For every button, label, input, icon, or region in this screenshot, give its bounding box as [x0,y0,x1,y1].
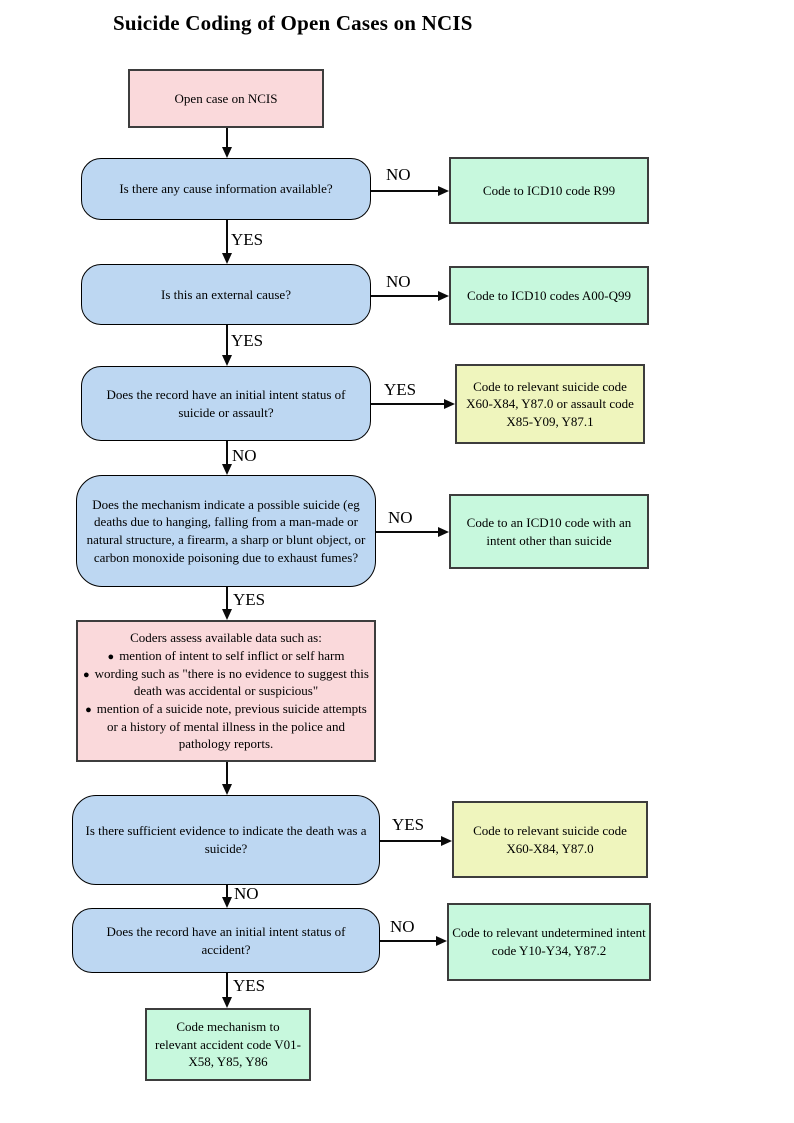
bullet-icon: ● [85,703,92,716]
bullet-icon: ● [83,668,90,681]
edge-label-no: NO [390,917,415,936]
edge-label-yes: YES [233,976,266,995]
node-question-external-cause [81,264,371,325]
coders-heading: Coders assess available data such as: [130,630,322,646]
edge-label-yes: YES [231,331,264,350]
node-start [128,69,324,128]
node-start-label: Open case on NCIS [174,90,278,106]
edge-label-yes: YES [384,380,417,399]
arrow-sufficient-evidence-no [226,885,228,897]
node-result-suicide-assault-code-label: Code to relevant suicide code X60-X84, Y87.0 or assault code X85-Y09, Y87.1 [466,378,634,429]
arrow-external-cause-no [371,295,438,297]
coders-bullet-1-text: mention of intent to self inflict or self harm [119,647,345,663]
arrow-sufficient-evidence-yes [380,840,441,842]
arrow-coders-to-sufficient-evidence [226,762,228,784]
node-result-a00-q99 [449,266,649,325]
arrow-start-to-cause-info [226,128,228,147]
coders-bullet-1 [82,647,370,665]
arrow-cause-info-yes [226,220,228,253]
arrow-external-cause-yes [226,325,228,355]
node-question-intent-accident-label: Does the record have an initial intent status of accident? [106,923,346,957]
node-result-suicide-assault-code [455,364,645,444]
node-question-cause-info [81,158,371,220]
node-result-r99 [449,157,649,224]
arrow-intent-suicide-assault-no [226,441,228,464]
node-question-mechanism [76,475,376,587]
node-result-suicide-code [452,801,648,878]
node-result-a00-q99-label: Code to ICD10 codes A00-Q99 [467,287,631,303]
node-end-accident-code-label: Code mechanism to relevant accident code V01-X58, Y85, Y86 [155,1019,301,1070]
coders-bullet-3 [82,700,370,753]
node-coders-assessment [76,620,376,762]
arrow-mechanism-yes [226,587,228,609]
edge-label-yes: YES [231,230,264,249]
node-result-suicide-code-label: Code to relevant suicide code X60-X84, Y87.0 [473,822,627,856]
node-result-undetermined-intent [447,903,651,981]
node-result-other-intent-label: Code to an ICD10 code with an intent other than suicide [466,514,632,548]
arrow-intent-accident-no [380,940,436,942]
edge-label-yes: YES [392,815,425,834]
node-question-intent-suicide-assault [81,366,371,441]
node-question-sufficient-evidence [72,795,380,885]
node-question-sufficient-evidence-label: Is there sufficient evidence to indicate the death was a suicide? [85,823,367,856]
edge-label-no: NO [386,272,411,291]
bullet-icon: ● [107,650,115,663]
node-result-other-intent [449,494,649,569]
node-question-intent-accident [72,908,380,973]
coders-bullet-2-text: wording such as "there is no evidence to suggest this death was accidental or suspicious" [94,665,369,699]
edge-label-yes: YES [233,590,266,609]
coders-bullet-3-text: mention of a suicide note, previous suicide attempts or a history of mental illness in the police and pathology reports. [96,700,367,752]
edge-label-no: NO [386,165,411,184]
arrow-mechanism-no [376,531,438,533]
arrow-intent-accident-yes [226,973,228,997]
node-question-external-cause-label: Is this an external cause? [161,286,291,302]
node-result-r99-label: Code to ICD10 code R99 [482,182,616,198]
edge-label-no: NO [234,884,259,903]
coders-bullet-2 [82,665,370,700]
node-question-cause-info-label: Is there any cause information available? [119,181,333,197]
node-question-mechanism-label: Does the mechanism indicate a possible suicide (eg deaths due to hanging, falling from a man-made or natural structure, a firearm, a sharp or blunt object, or carbon monoxide poisoning due to exhaust fumes? [86,496,366,565]
arrow-intent-suicide-assault-yes [371,403,444,405]
page-title: Suicide Coding of Open Cases on NCIS [113,11,473,35]
edge-label-no: NO [388,508,413,527]
node-result-undetermined-intent-label: Code to relevant undetermined intent code Y10-Y34, Y87.2 [452,925,646,958]
arrow-cause-info-no [371,190,438,192]
node-end-accident-code [145,1008,311,1081]
edge-label-no: NO [232,446,257,465]
node-question-intent-suicide-assault-label: Does the record have an initial intent status of suicide or assault? [106,386,346,420]
